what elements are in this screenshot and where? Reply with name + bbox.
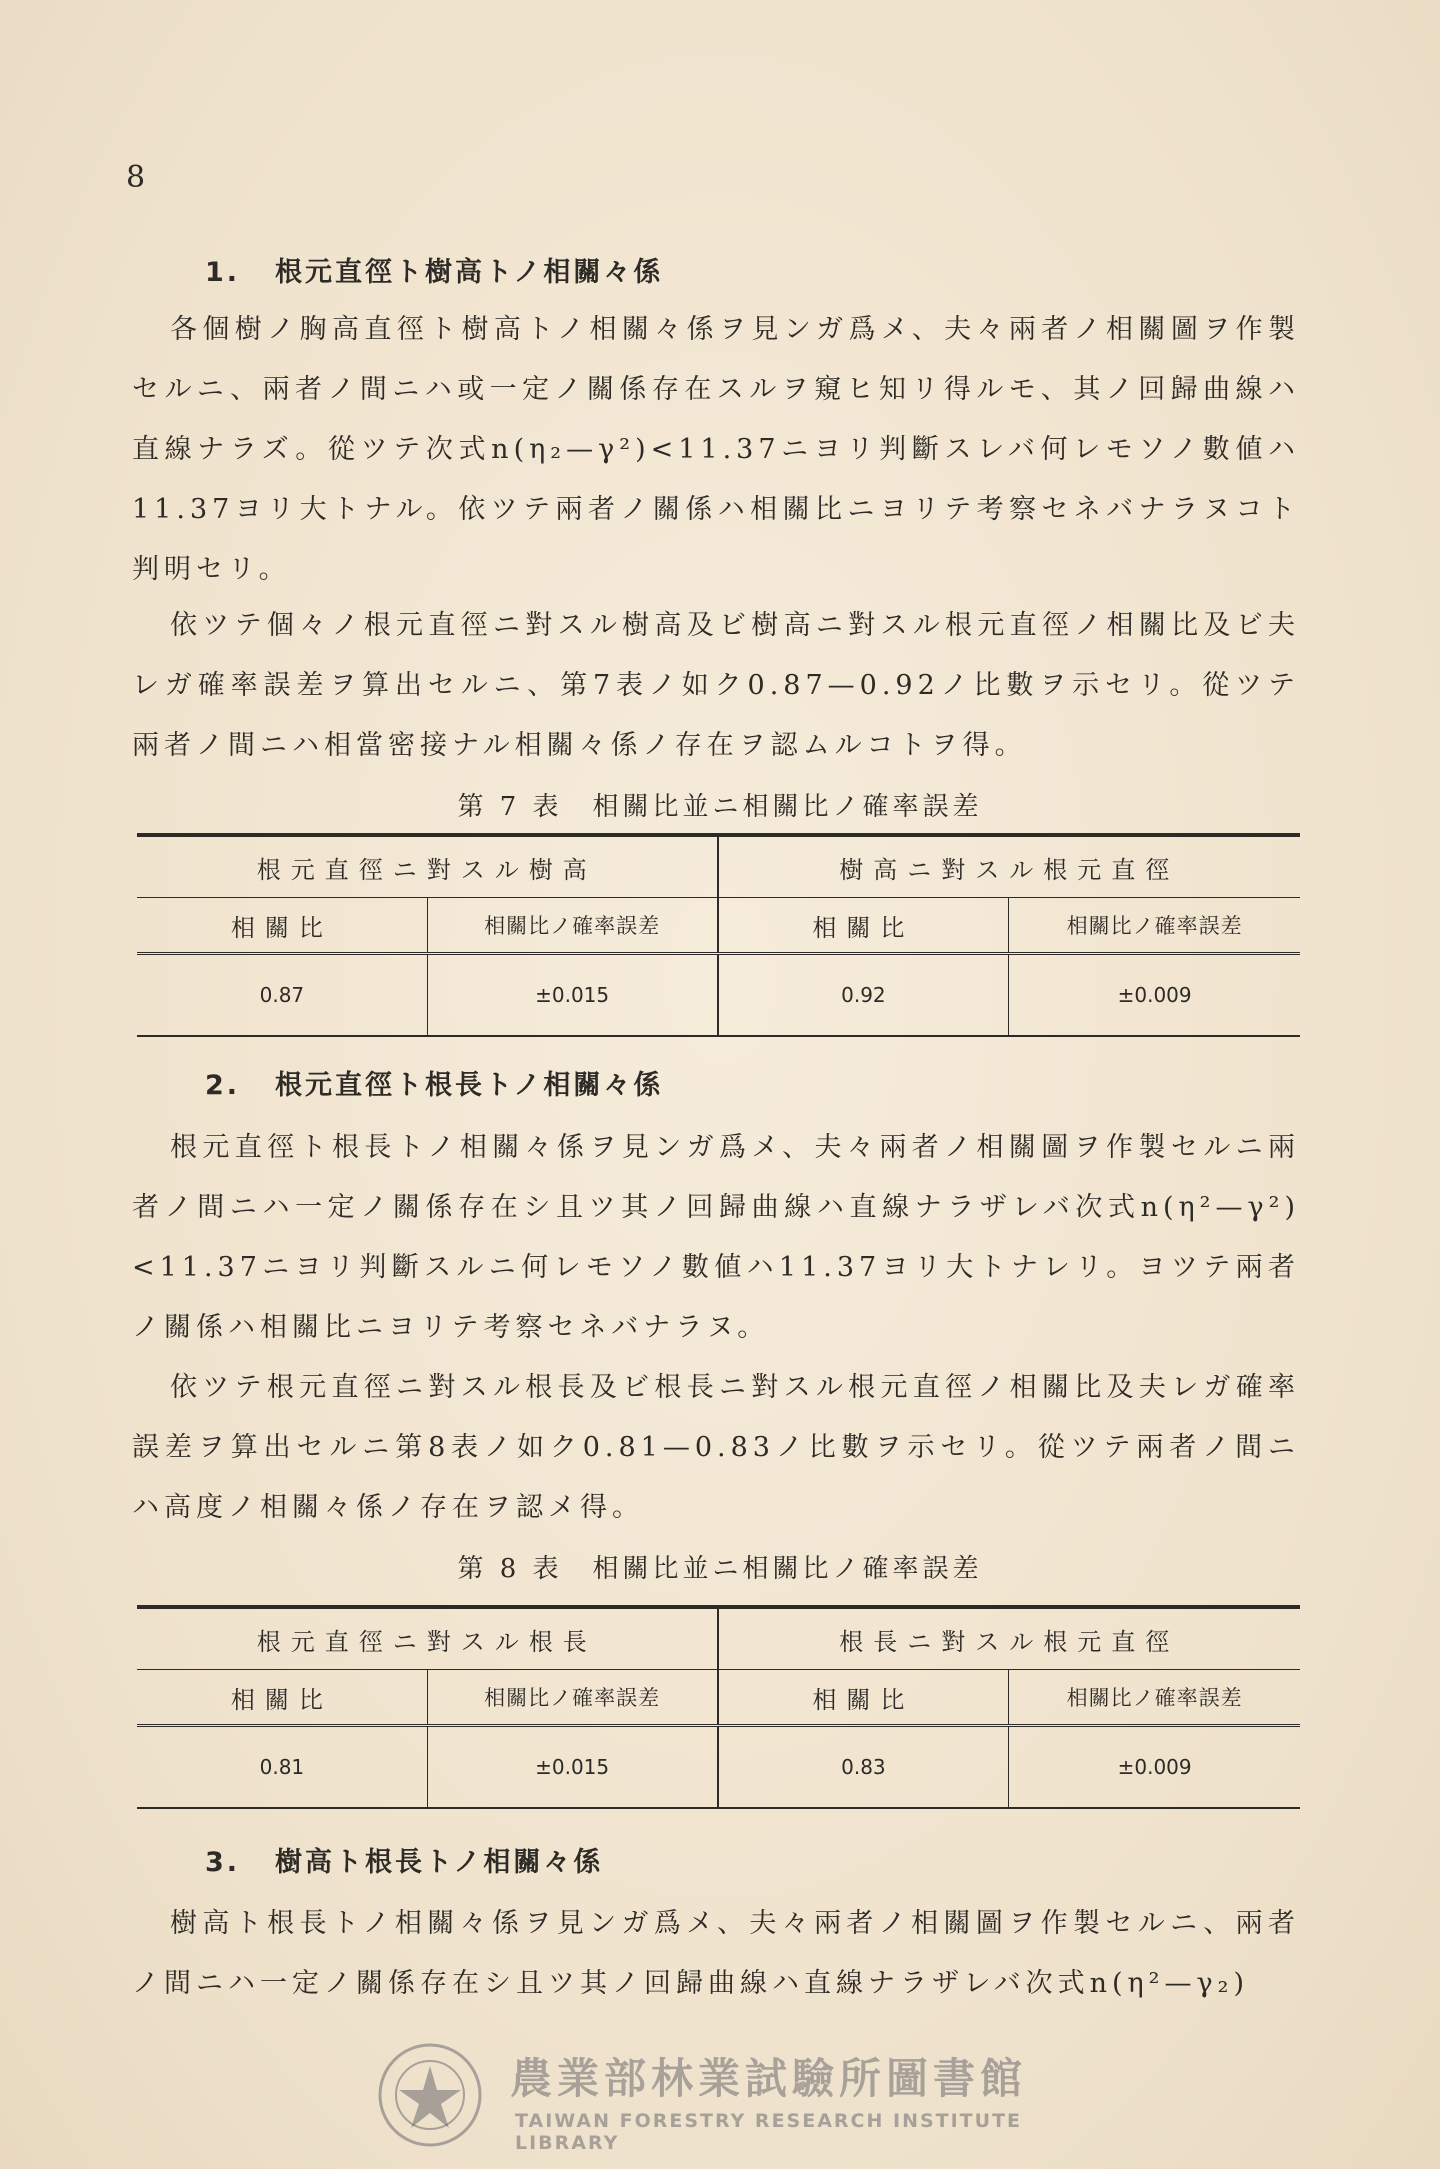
table-8 — [137, 1605, 1300, 1809]
table-8-cell-error-right: ±0.009 — [1117, 1755, 1192, 1779]
table-7-cell-ratio-left: 0.87 — [137, 955, 428, 1035]
section-1-title: 根元直徑ト樹高トノ相關々係 — [275, 257, 664, 288]
table-8-cell-error-left: ±0.015 — [428, 1727, 719, 1807]
table-7 — [137, 833, 1300, 1037]
section-2-heading — [205, 1063, 663, 1102]
table-8-group-right: 根長ニ對スル根元直徑 — [839, 1627, 1180, 1656]
table-7-cell-ratio-right: 0.92 — [719, 955, 1010, 1035]
table-8-header-ratio-right: 相關比 — [719, 1670, 1010, 1724]
institute-seal-icon — [375, 2040, 485, 2150]
table-8-cell-ratio-left: 0.81 — [137, 1727, 428, 1807]
table-7-cell-error-left: ±0.015 — [428, 955, 719, 1035]
section-3-title: 樹高ト根長トノ相關々係 — [275, 1847, 604, 1878]
section-1-paragraph-1: 各個樹ノ胸高直徑ト樹高トノ相關々係ヲ見ンガ爲メ、夫々兩者ノ相關圖ヲ作製セルニ、兩者ノ間ニハ或一定ノ關係存在スルヲ窺ヒ知リ得ルモ、其ノ回歸曲線ハ直線ナラズ。從ツテ次式n(η₂—γ²)<11.37ニヨリ判斷スレバ何レモソノ數値ハ11.37ヨリ大トナル。依ツテ兩者ノ關係ハ相關比ニヨリテ考察セネバナラヌコト判明セリ。 — [132, 314, 1300, 585]
table-7-header-error-left: 相關比ノ確率誤差 — [428, 898, 719, 952]
table-7-cell-error-right: ±0.009 — [1117, 983, 1192, 1007]
table-8-caption: 第 8 表 相關比並ニ相關比ノ確率誤差 — [457, 1554, 983, 1584]
table-8-header-error-left: 相關比ノ確率誤差 — [428, 1670, 719, 1724]
section-2-number: 2. — [205, 1070, 241, 1101]
section-2-paragraph-2: 依ツテ根元直徑ニ對スル根長及ビ根長ニ對スル根元直徑ノ相關比及夫レガ確率誤差ヲ算出セルニ第8表ノ如ク0.81—0.83ノ比數ヲ示セリ。從ツテ兩者ノ間ニハ高度ノ相關々係ノ存在ヲ認メ得。 — [132, 1372, 1300, 1523]
section-3-paragraph-1: 樹高ト根長トノ相關々係ヲ見ンガ爲メ、夫々兩者ノ相關圖ヲ作製セルニ、兩者ノ間ニハ一定ノ關係存在シ且ツ其ノ回歸曲線ハ直線ナラザレバ次式n(η²—γ₂) — [132, 1908, 1300, 1999]
table-7-group-left: 根元直徑ニ對スル樹高 — [137, 837, 719, 897]
table-8-header-error-right: 相關比ノ確率誤差 — [1066, 1686, 1243, 1710]
table-8-group-left: 根元直徑ニ對スル根長 — [137, 1609, 719, 1669]
section-3-number: 3. — [205, 1847, 241, 1878]
watermark-library-name-english: TAIWAN FORESTRY RESEARCH INSTITUTE LIBRARY — [515, 2110, 1023, 2154]
table-7-header-ratio-left: 相關比 — [137, 898, 428, 952]
section-1-number: 1. — [205, 257, 241, 288]
page-number: 8 — [126, 160, 146, 195]
table-7-group-right: 樹高ニ對スル根元直徑 — [839, 855, 1180, 884]
watermark-library-name: 農業部林業試驗所圖書館 — [510, 2054, 1028, 2103]
section-2-paragraph-1: 根元直徑ト根長トノ相關々係ヲ見ンガ爲メ、夫々兩者ノ相關圖ヲ作製セルニ兩者ノ間ニハ一定ノ關係存在シ且ツ其ノ回歸曲線ハ直線ナラザレバ次式n(η²—γ²)<11.37ニヨリ判斷スルニ何レモソノ數値ハ11.37ヨリ大トナレリ。ヨツテ兩者ノ關係ハ相關比ニヨリテ考察セネバナラヌ。 — [132, 1132, 1300, 1343]
table-7-caption: 第 7 表 相關比並ニ相關比ノ確率誤差 — [457, 792, 983, 822]
section-3-heading — [205, 1840, 603, 1879]
table-row — [137, 1727, 1300, 1807]
library-watermark — [375, 2040, 1095, 2154]
table-8-header-ratio-left: 相關比 — [137, 1670, 428, 1724]
section-1-heading — [205, 250, 663, 289]
table-row — [137, 955, 1300, 1035]
table-7-header-ratio-right: 相關比 — [719, 898, 1010, 952]
table-7-header-error-right: 相關比ノ確率誤差 — [1066, 914, 1243, 938]
section-1-paragraph-2: 依ツテ個々ノ根元直徑ニ對スル樹高及ビ樹高ニ對スル根元直徑ノ相關比及ビ夫レガ確率誤差ヲ算出セルニ、第7表ノ如ク0.87—0.92ノ比數ヲ示セリ。從ツテ兩者ノ間ニハ相當密接ナル相關々係ノ存在ヲ認ムルコトヲ得。 — [132, 610, 1300, 761]
section-2-title: 根元直徑ト根長トノ相關々係 — [275, 1070, 664, 1101]
table-8-cell-ratio-right: 0.83 — [719, 1727, 1010, 1807]
